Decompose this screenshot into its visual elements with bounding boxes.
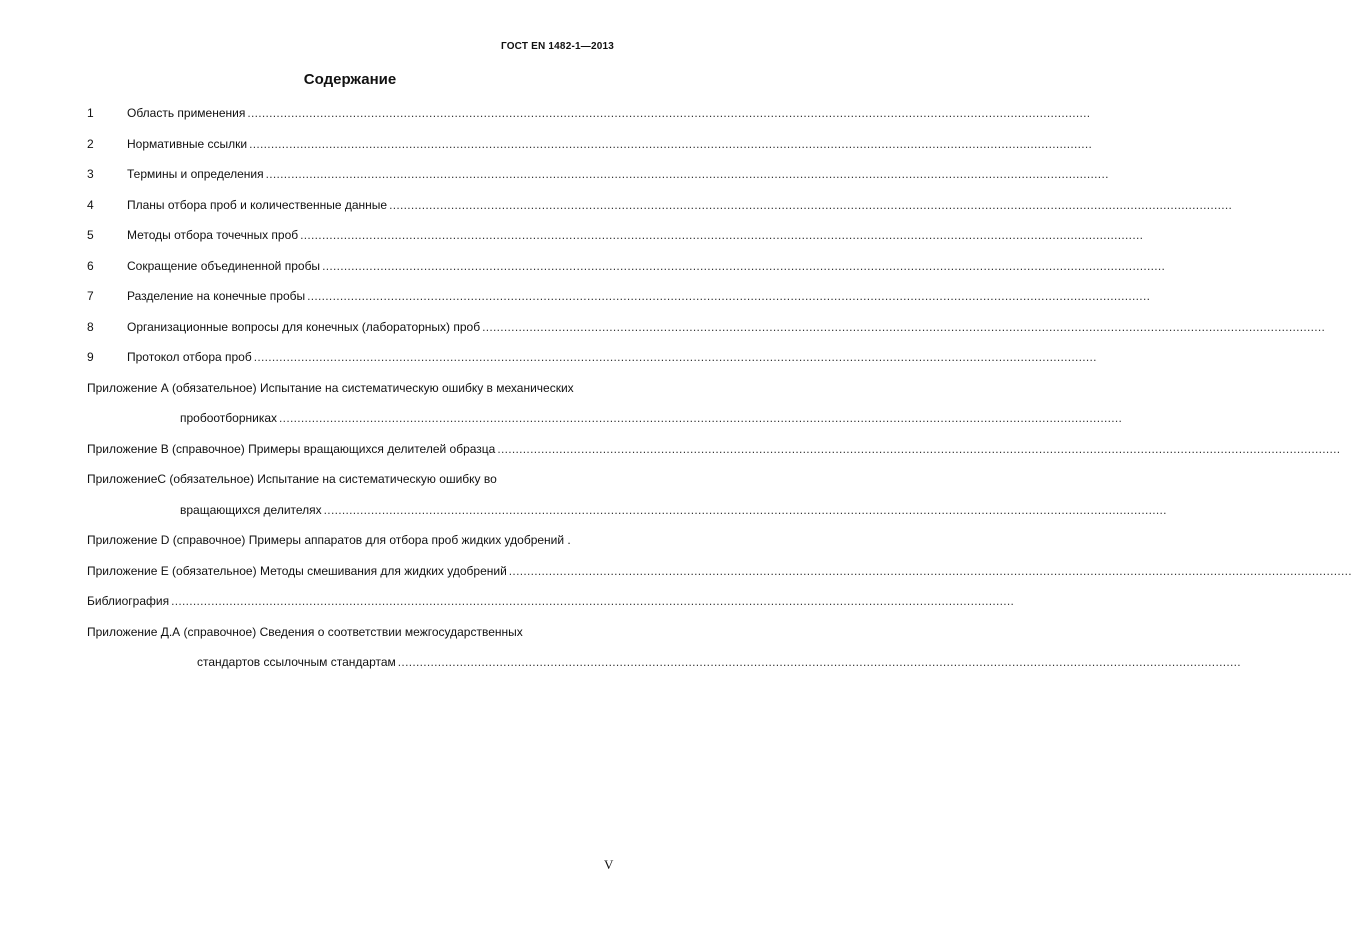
toc-entry[interactable] (87, 106, 1091, 137)
leader-dots: ........................................................................................................................................................................................................................................ (397, 655, 1241, 669)
toc-entry[interactable] (87, 319, 1326, 351)
toc-entry-annex-c[interactable] (87, 472, 619, 503)
toc-entry-number: 6 (87, 258, 94, 273)
document-code: ГОСТ EN 1482-1—2013 (500, 41, 614, 52)
table-of-contents (87, 106, 1352, 686)
toc-entry[interactable] (87, 350, 1097, 381)
toc-entry-label: вращающихся делителях (180, 502, 322, 517)
toc-entry-label: Организационные вопросы для конечных (лабораторных) проб (127, 319, 481, 334)
leader-dots: ........................................................................................................................................................................................................................................ (300, 228, 1144, 242)
toc-entry-label: Приложение В (справочное) Примеры вращающихся делителей образца (87, 441, 496, 456)
toc-entry[interactable] (87, 289, 1151, 320)
leader-dots: ........................................................................................................................................................................................................................................ (323, 502, 1167, 517)
toc-entry-number: 3 (87, 167, 94, 181)
toc-entry-annex-c-continued[interactable] (87, 502, 1167, 534)
toc-entry-annex-a-continued[interactable] (87, 411, 1123, 442)
toc-entry-label: Разделение на конечные пробы (127, 289, 306, 303)
toc-entry-label: Область применения (127, 106, 246, 120)
toc-entry-number: 4 (87, 197, 94, 212)
leader-dots: ........................................................................................................................................................................................................................................ (279, 411, 1123, 425)
toc-entry[interactable] (87, 228, 1144, 259)
leader-dots: ........................................................................................................................................................................................................................................ (497, 441, 1341, 456)
toc-entry-label: Нормативные ссылки (127, 136, 248, 151)
leader-dots: ........................................................................................................................................................................................................................................ (253, 350, 1097, 364)
leader-dots: ........................................................................................................................................................................................................................................ (247, 106, 1091, 120)
leader-dots: ........................................................................................................................................................................................................................................ (249, 136, 1093, 151)
leader-dots: ........................................................................................................................................................................................................................................ (307, 289, 1151, 303)
toc-entry-label: пробоотборниках (180, 411, 278, 425)
toc-entry-label: Планы отбора проб и количественные данные (127, 197, 388, 212)
toc-entry-label: Термины и определения (127, 167, 264, 181)
toc-entry-number: 1 (87, 106, 94, 120)
leader-dots: ........................................................................................................................................................................................................................................ (322, 258, 1166, 273)
toc-entry-annex-b[interactable] (87, 441, 1341, 473)
toc-entry[interactable] (87, 167, 1109, 198)
page-number: V (604, 857, 614, 872)
toc-entry-annex-a[interactable] (87, 381, 619, 412)
leader-dots: ........................................................................................................................................................................................................................................ (482, 319, 1326, 334)
toc-entry-annex-da-continued[interactable] (87, 655, 1241, 686)
toc-entry-label: ПриложениеС (обязательное) Испытание на систематическую ошибку во (87, 472, 497, 486)
toc-entry-label: Библиография (87, 594, 170, 608)
leader-dots: ........................................................................................................................................................................................................................................ (171, 594, 1015, 608)
toc-entry-annex-e[interactable] (87, 563, 1352, 595)
leader-dots: ........................................................................................................................................................................................................................................ (389, 197, 1233, 212)
toc-entry-bibliography[interactable] (87, 594, 1015, 625)
toc-entry-annex-da[interactable] (87, 625, 619, 656)
leader-dots: ........................................................................................................................................................................................................................................ (265, 167, 1109, 181)
toc-entry-number: 2 (87, 136, 94, 151)
toc-entry[interactable] (87, 258, 1166, 290)
toc-entry[interactable] (87, 136, 1093, 168)
toc-entry-label: Методы отбора точечных проб (127, 228, 299, 242)
toc-entry-label: Сокращение объединенной пробы (127, 258, 321, 273)
toc-entry-number: 8 (87, 319, 94, 334)
toc-entry-label: Протокол отбора проб (127, 350, 252, 364)
toc-entry-label: стандартов ссылочным стандартам (197, 655, 396, 669)
toc-entry-label: Приложение Д.А (справочное) Сведения о соответствии межгосударственных (87, 624, 523, 639)
toc-entry-label: Приложение А (обязательное) Испытание на систематическую ошибку в механических (87, 380, 574, 395)
page-title: Содержание (303, 71, 397, 88)
toc-entry-label: Приложение Е (обязательное) Методы смешивания для жидких удобрений (87, 563, 507, 578)
toc-entry-label: Приложение D (справочное) Примеры аппаратов для отбора проб жидких удобрений . (87, 533, 571, 547)
toc-entry-annex-d[interactable] (87, 533, 619, 564)
toc-entry-number: 5 (87, 228, 94, 242)
toc-entry-number: 9 (87, 350, 94, 364)
leader-dots: ........................................................................................................................................................................................................................................ (508, 563, 1352, 578)
toc-entry[interactable] (87, 197, 1233, 229)
toc-entry-number: 7 (87, 289, 94, 303)
